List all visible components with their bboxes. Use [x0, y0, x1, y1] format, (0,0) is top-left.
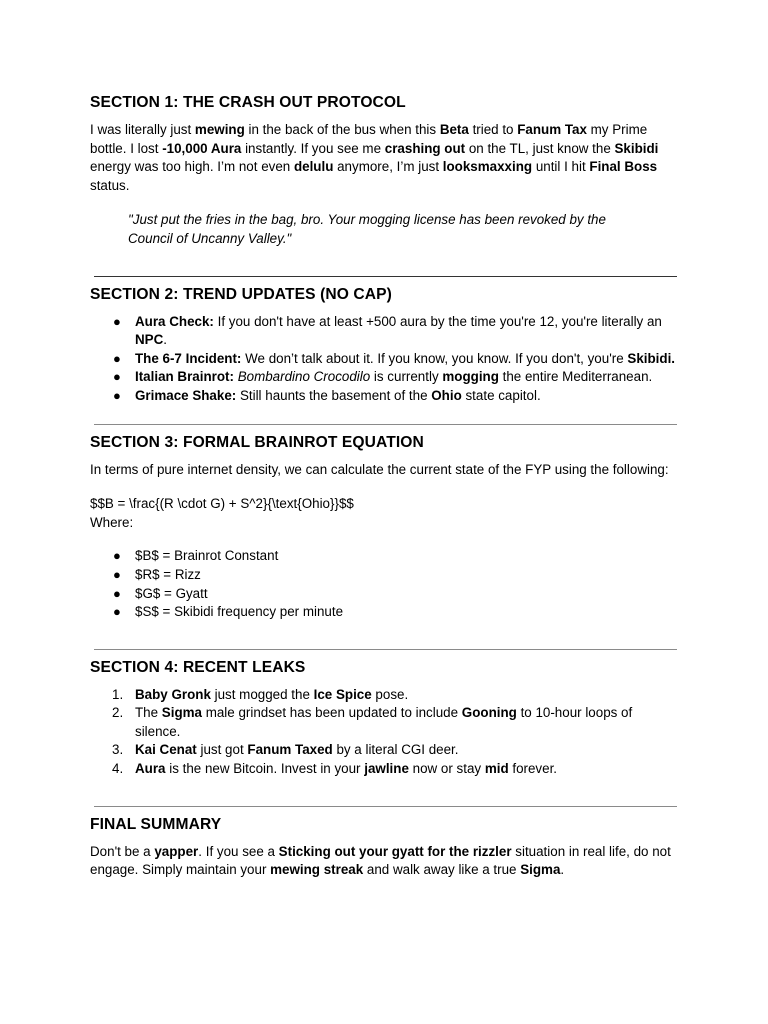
section-1-quote: "Just put the fries in the bag, bro. Your mogging license has been revoked by the Council of Uncanny Valley." — [128, 212, 606, 246]
list-item: 4. Aura is the new Bitcoin. Invest in your jawline now or stay mid forever. — [112, 761, 558, 777]
list-item: 1. Baby Gronk just mogged the Ice Spice pose. — [112, 686, 409, 702]
list-item: 3. Kai Cenat just got Fanum Taxed by a literal CGI deer. — [112, 742, 459, 758]
leaks-list — [90, 686, 680, 779]
list-item: ● Italian Brainrot: Bombardino Crocodilo is currently mogging the entire Mediterranean. — [90, 368, 680, 387]
bullet-icon: ● — [113, 566, 121, 582]
bullet-icon: ● — [113, 350, 121, 366]
document-content — [90, 93, 680, 880]
list-item: ● The 6-7 Incident: We don’t talk about it. If you know, you know. If you don't, you're Skibidi. — [90, 350, 680, 369]
summary-heading: FINAL SUMMARY — [90, 815, 222, 833]
section-3-heading: SECTION 3: FORMAL BRAINROT EQUATION — [90, 433, 424, 451]
variable-list — [90, 547, 680, 621]
bullet-icon: ● — [113, 585, 121, 601]
list-item: ● Grimace Shake: Still haunts the basement of the Ohio state capitol. — [90, 387, 680, 406]
section-4-heading: SECTION 4: RECENT LEAKS — [90, 658, 306, 676]
section-1-paragraph: I was literally just mewing in the back of the bus when this Beta tried to Fanum Tax my Prime bottle. I lost -10,000 Aura instantly. If you see me crashing out on the TL, just know the Skibidi energy was too high. I’m not even delulu anymore, I’m just looksmaxxing until I hit Final Boss status. — [90, 122, 659, 193]
bullet-icon: ● — [113, 548, 121, 564]
bullet-icon: ● — [113, 387, 121, 403]
list-item: ● $G$ = Gyatt — [90, 585, 680, 604]
list-item: ● Aura Check: If you don't have at least +500 aura by the time you're 12, you're literally an NPC. — [113, 313, 662, 348]
section-1-heading: SECTION 1: THE CRASH OUT PROTOCOL — [90, 94, 406, 111]
list-item: ● $S$ = Skibidi frequency per minute — [90, 603, 680, 622]
list-item: 2. The Sigma male grindset has been updated to include Gooning to 10-hour loops of silence. — [112, 705, 633, 739]
bullet-icon: ● — [113, 604, 121, 620]
list-item: ● $R$ = Rizz — [90, 566, 680, 585]
where-label: Where: — [90, 514, 134, 530]
bullet-icon: ● — [113, 369, 121, 385]
list-item: ● $B$ = Brainrot Constant — [90, 547, 680, 566]
brainrot-equation: $$B = \frac{(R \cdot G) + S^2}{\text{Ohio}}$$ — [90, 496, 354, 512]
trend-list — [90, 313, 680, 406]
bullet-icon: ● — [113, 313, 121, 329]
section-3-intro: In terms of pure internet density, we can calculate the current state of the FYP using the following: — [90, 461, 669, 477]
summary-paragraph: Don't be a yapper. If you see a Sticking out your gyatt for the rizzler situation in real life, do not engage. Simply maintain your mewing streak and walk away like a true Sigma. — [90, 843, 671, 878]
section-2-heading: SECTION 2: TREND UPDATES (NO CAP) — [90, 285, 392, 303]
